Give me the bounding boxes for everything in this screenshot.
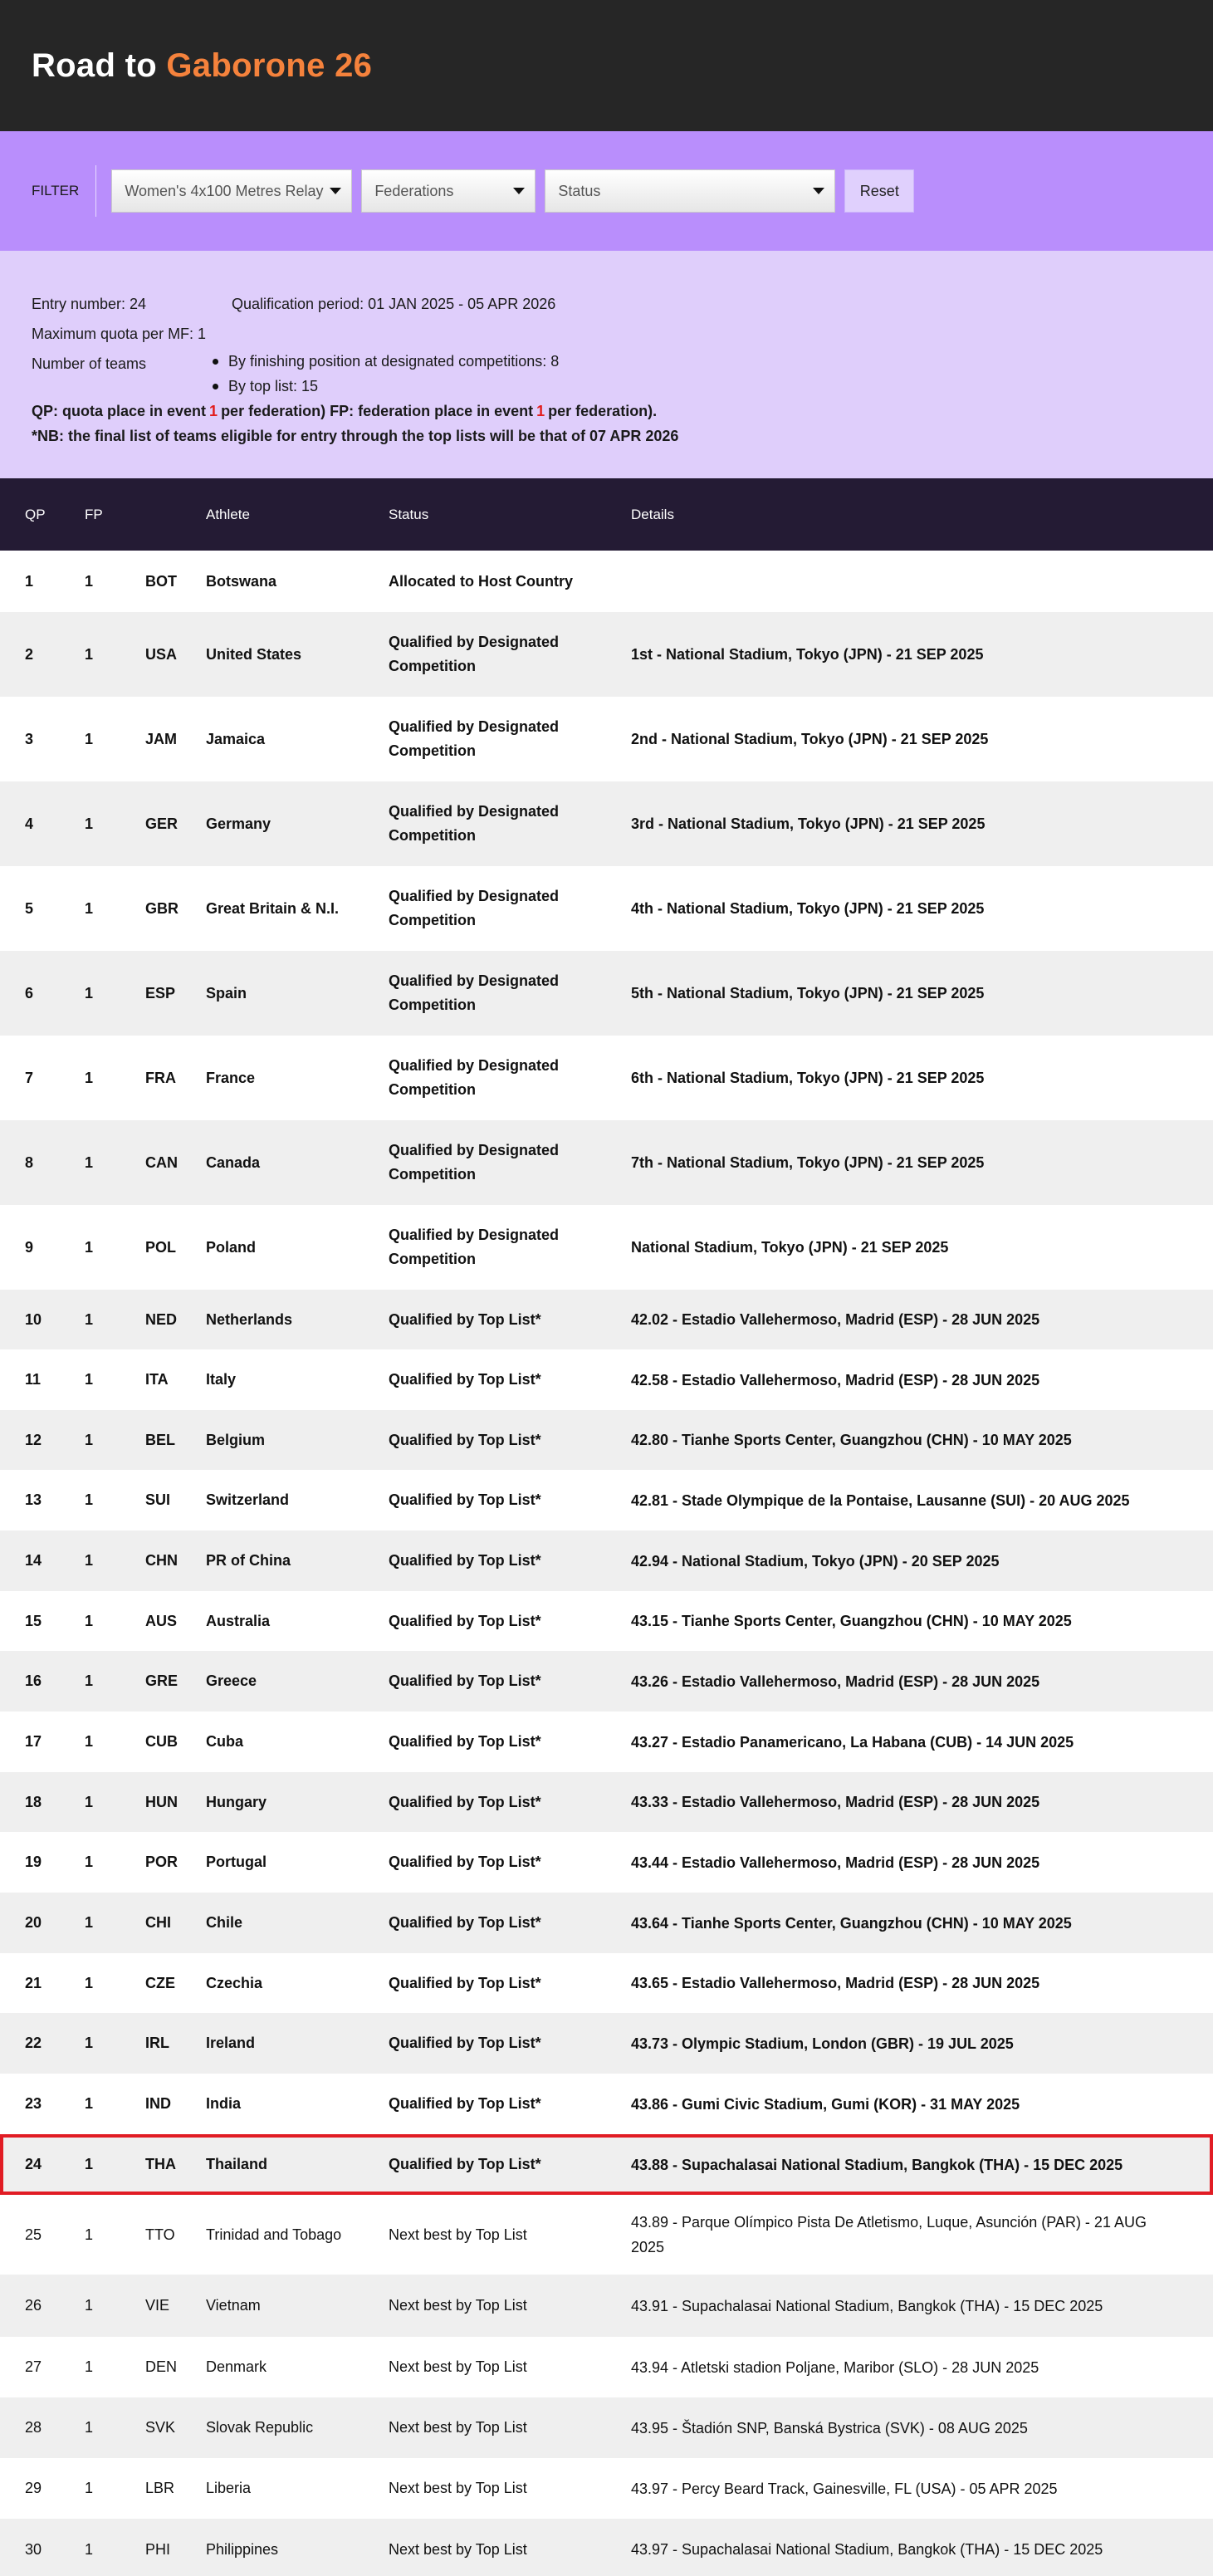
cell-country-code: DEN bbox=[145, 2358, 178, 2375]
cell-qp: 24 bbox=[25, 2156, 42, 2172]
table-row bbox=[0, 2337, 1213, 2397]
cell-status: Next best by Top List bbox=[389, 2297, 527, 2314]
cell-qp: 29 bbox=[25, 2480, 42, 2496]
col-fp: FP bbox=[85, 506, 103, 522]
cell-status: Qualified by Top List* bbox=[389, 1974, 541, 1991]
cell-country-code: AUS bbox=[145, 1612, 178, 1629]
qualification-period: Qualification period: 01 JAN 2025 - 05 APR 2026 bbox=[232, 295, 556, 312]
cell-country-code: SVK bbox=[145, 2419, 176, 2436]
table-row bbox=[0, 1772, 1213, 1832]
cell-status: Qualified by Top List* bbox=[389, 2035, 541, 2051]
cell-athlete: Botswana bbox=[206, 572, 277, 590]
cell-status: Next best by Top List bbox=[389, 2358, 527, 2375]
cell-country-code: TTO bbox=[145, 2226, 175, 2243]
cell-fp: 1 bbox=[85, 1854, 94, 1870]
cell-athlete: Philippines bbox=[206, 2540, 279, 2558]
cell-athlete: Ireland bbox=[206, 2035, 256, 2051]
cell-country-code: VIE bbox=[145, 2297, 170, 2314]
table-row bbox=[0, 2519, 1213, 2576]
cell-athlete: Switzerland bbox=[206, 1491, 290, 1508]
fp-legend-text: per federation) FP: federation place in event bbox=[221, 402, 534, 419]
table-row bbox=[0, 781, 1213, 866]
cell-details: 43.65 - Estadio Vallehermoso, Madrid (ESP) - 28 JUN 2025 bbox=[631, 1975, 1040, 1991]
cell-fp: 1 bbox=[85, 1672, 94, 1689]
table-row bbox=[0, 551, 1213, 612]
cell-country-code: ESP bbox=[145, 984, 176, 1002]
cell-country-code: PHI bbox=[145, 2540, 171, 2558]
cell-fp: 1 bbox=[85, 1914, 94, 1931]
bullet-icon bbox=[213, 384, 218, 389]
cell-fp: 1 bbox=[85, 1733, 94, 1750]
chevron-down-icon bbox=[330, 188, 341, 194]
cell-country-code: ITA bbox=[145, 1371, 169, 1388]
bullet-text: By top list: 15 bbox=[228, 377, 319, 394]
cell-fp: 1 bbox=[85, 730, 94, 747]
cell-fp: 1 bbox=[85, 2226, 94, 2243]
cell-fp: 1 bbox=[85, 2540, 94, 2558]
cell-fp: 1 bbox=[85, 1793, 94, 1810]
cell-fp: 1 bbox=[85, 899, 94, 917]
cell-details: 5th - National Stadium, Tokyo (JPN) - 21 SEP 2025 bbox=[631, 985, 985, 1002]
cell-status: Qualified by Designated Competition bbox=[389, 1057, 560, 1098]
site-header bbox=[0, 0, 1213, 131]
table-row bbox=[0, 951, 1213, 1036]
cell-athlete: Trinidad and Tobago bbox=[206, 2226, 342, 2243]
cell-status: Next best by Top List bbox=[389, 2226, 527, 2243]
cell-country-code: IND bbox=[145, 2095, 171, 2112]
cell-athlete: Denmark bbox=[206, 2358, 267, 2375]
cell-country-code: CHI bbox=[145, 1914, 171, 1931]
cell-qp: 27 bbox=[25, 2358, 42, 2375]
cell-qp: 8 bbox=[25, 1153, 34, 1171]
cell-details: 43.97 - Percy Beard Track, Gainesville, FL (USA) - 05 APR 2025 bbox=[631, 2480, 1058, 2497]
cell-athlete: Vietnam bbox=[206, 2297, 261, 2314]
cell-details: 43.27 - Estadio Panamericano, La Habana (CUB) - 14 JUN 2025 bbox=[631, 1733, 1074, 1751]
cell-country-code: JAM bbox=[145, 730, 178, 747]
cell-details: 43.89 - Parque Olímpico Pista De Atletismo, Luque, Asunción (PAR) - 21 AUG 2025 bbox=[631, 2214, 1147, 2255]
bullet-text: By finishing position at designated competitions: 8 bbox=[228, 352, 560, 370]
cell-athlete: Canada bbox=[206, 1153, 261, 1171]
cell-fp: 1 bbox=[85, 2480, 94, 2496]
cell-qp: 13 bbox=[25, 1491, 42, 1508]
cell-fp: 1 bbox=[85, 2297, 94, 2314]
cell-details: 42.94 - National Stadium, Tokyo (JPN) - 20 SEP 2025 bbox=[631, 1552, 1000, 1570]
cell-details: 6th - National Stadium, Tokyo (JPN) - 21 SEP 2025 bbox=[631, 1070, 985, 1086]
cell-qp: 15 bbox=[25, 1612, 42, 1629]
cell-details: 43.33 - Estadio Vallehermoso, Madrid (ESP) - 28 JUN 2025 bbox=[631, 1794, 1040, 1810]
cell-athlete: France bbox=[206, 1069, 256, 1086]
cell-qp: 11 bbox=[25, 1371, 42, 1388]
cell-athlete: PR of China bbox=[206, 1552, 291, 1569]
fp-number: 1 bbox=[536, 402, 545, 419]
table-row bbox=[0, 1591, 1213, 1651]
cell-details: 43.73 - Olympic Stadium, London (GBR) - 19 JUL 2025 bbox=[631, 2035, 1014, 2052]
cell-fp: 1 bbox=[85, 1371, 94, 1388]
cell-details: 42.80 - Tianhe Sports Center, Guangzhou (CHN) - 10 MAY 2025 bbox=[631, 1432, 1072, 1448]
cell-country-code: SUI bbox=[145, 1491, 171, 1508]
cell-details: 43.86 - Gumi Civic Stadium, Gumi (KOR) - 31 MAY 2025 bbox=[631, 2095, 1020, 2113]
federations-select[interactable] bbox=[361, 169, 536, 213]
cell-qp: 14 bbox=[25, 1552, 42, 1569]
cell-status: Qualified by Top List* bbox=[389, 1793, 541, 1810]
cell-fp: 1 bbox=[85, 1238, 94, 1256]
table-row bbox=[0, 2275, 1213, 2337]
cell-country-code: GBR bbox=[145, 899, 179, 917]
cell-details: 43.26 - Estadio Vallehermoso, Madrid (ESP) - 28 JUN 2025 bbox=[631, 1672, 1040, 1690]
teams-breakdown-list bbox=[213, 349, 559, 399]
event-select[interactable] bbox=[111, 169, 352, 213]
cell-details: 43.97 - Supachalasai National Stadium, Bangkok (THA) - 15 DEC 2025 bbox=[631, 2541, 1103, 2558]
table-row bbox=[0, 612, 1213, 697]
cell-status: Qualified by Designated Competition bbox=[389, 888, 560, 928]
cell-athlete: Poland bbox=[206, 1238, 257, 1256]
list-item bbox=[213, 349, 559, 374]
cell-athlete: Great Britain & N.I. bbox=[206, 899, 340, 917]
results-table-body bbox=[0, 551, 1213, 2576]
chevron-down-icon bbox=[513, 188, 525, 194]
cell-country-code: GER bbox=[145, 815, 179, 832]
cell-status: Next best by Top List bbox=[389, 2540, 527, 2558]
cell-athlete: Jamaica bbox=[206, 730, 266, 747]
cell-details: 4th - National Stadium, Tokyo (JPN) - 21 SEP 2025 bbox=[631, 900, 985, 917]
qp-number: 1 bbox=[209, 402, 218, 419]
cell-status: Qualified by Designated Competition bbox=[389, 718, 560, 759]
cell-qp: 17 bbox=[25, 1733, 42, 1750]
cell-athlete: Italy bbox=[206, 1371, 237, 1388]
fp-legend-end: per federation). bbox=[548, 402, 658, 419]
cell-fp: 1 bbox=[85, 1491, 94, 1508]
cell-athlete: Hungary bbox=[206, 1793, 267, 1810]
table-row bbox=[0, 697, 1213, 781]
cell-qp: 4 bbox=[25, 815, 34, 832]
cell-status: Qualified by Top List* bbox=[389, 1854, 541, 1870]
cell-country-code: POR bbox=[145, 1854, 179, 1870]
cell-details: 43.88 - Supachalasai National Stadium, Bangkok (THA) - 15 DEC 2025 bbox=[631, 2156, 1123, 2173]
cell-status: Qualified by Top List* bbox=[389, 1914, 541, 1931]
cell-athlete: Liberia bbox=[206, 2480, 252, 2496]
cell-qp: 10 bbox=[25, 1310, 42, 1328]
cell-details: 1st - National Stadium, Tokyo (JPN) - 21 SEP 2025 bbox=[631, 646, 984, 663]
cell-qp: 20 bbox=[25, 1914, 42, 1931]
qp-fp-legend bbox=[32, 399, 1181, 424]
cell-athlete: Greece bbox=[206, 1672, 257, 1689]
table-row bbox=[0, 1290, 1213, 1349]
cell-status: Qualified by Top List* bbox=[389, 1371, 541, 1388]
cell-athlete: Chile bbox=[206, 1914, 243, 1931]
filter-label: FILTER bbox=[32, 165, 96, 217]
number-of-teams bbox=[32, 349, 1181, 399]
cell-country-code: FRA bbox=[145, 1069, 176, 1086]
cell-status: Qualified by Top List* bbox=[389, 1431, 541, 1448]
cell-status: Allocated to Host Country bbox=[389, 572, 574, 590]
cell-fp: 1 bbox=[85, 1431, 94, 1448]
table-row bbox=[0, 1470, 1213, 1530]
federations-select-value: Federations bbox=[374, 182, 454, 199]
table-row bbox=[0, 2134, 1213, 2195]
cell-details: 43.15 - Tianhe Sports Center, Guangzhou (CHN) - 10 MAY 2025 bbox=[631, 1613, 1072, 1629]
cell-fp: 1 bbox=[85, 1974, 94, 1991]
col-athlete: Athlete bbox=[206, 506, 250, 522]
cell-status: Qualified by Top List* bbox=[389, 1310, 541, 1328]
cell-qp: 30 bbox=[25, 2540, 42, 2558]
cell-fp: 1 bbox=[85, 984, 94, 1002]
cell-details: 42.81 - Stade Olympique de la Pontaise, Lausanne (SUI) - 20 AUG 2025 bbox=[631, 1491, 1130, 1509]
filter-bar bbox=[0, 131, 1213, 251]
table-row bbox=[0, 1349, 1213, 1410]
cell-qp: 12 bbox=[25, 1431, 42, 1448]
cell-fp: 1 bbox=[85, 645, 94, 663]
cell-fp: 1 bbox=[85, 815, 94, 832]
cell-country-code: CHN bbox=[145, 1552, 178, 1569]
cell-status: Qualified by Top List* bbox=[389, 1491, 541, 1508]
cell-athlete: Slovak Republic bbox=[206, 2419, 314, 2436]
table-row bbox=[0, 2195, 1213, 2275]
cell-status: Qualified by Designated Competition bbox=[389, 1227, 560, 1267]
cell-athlete: Netherlands bbox=[206, 1310, 293, 1328]
cell-fp: 1 bbox=[85, 2419, 94, 2436]
table-row bbox=[0, 1651, 1213, 1712]
cell-qp: 18 bbox=[25, 1793, 42, 1810]
cell-country-code: IRL bbox=[145, 2035, 169, 2051]
cell-qp: 23 bbox=[25, 2095, 42, 2112]
cell-athlete: Cuba bbox=[206, 1733, 243, 1750]
cell-athlete: Germany bbox=[206, 815, 271, 832]
table-row bbox=[0, 1410, 1213, 1470]
cell-status: Qualified by Top List* bbox=[389, 1733, 541, 1750]
teams-label: Number of teams bbox=[32, 355, 147, 372]
cell-athlete: United States bbox=[206, 645, 302, 663]
cell-qp: 28 bbox=[25, 2419, 42, 2436]
cell-status: Next best by Top List bbox=[389, 2419, 527, 2436]
cell-fp: 1 bbox=[85, 1069, 94, 1086]
table-row bbox=[0, 1036, 1213, 1120]
cell-fp: 1 bbox=[85, 1612, 94, 1629]
cell-country-code: THA bbox=[145, 2156, 176, 2172]
cell-fp: 1 bbox=[85, 2035, 94, 2051]
cell-country-code: LBR bbox=[145, 2480, 175, 2496]
cell-status: Qualified by Top List* bbox=[389, 1672, 541, 1689]
cell-status: Qualified by Designated Competition bbox=[389, 803, 560, 844]
cell-country-code: BEL bbox=[145, 1431, 175, 1448]
chevron-down-icon bbox=[813, 188, 824, 194]
table-row bbox=[0, 1953, 1213, 2013]
bullet-icon bbox=[213, 359, 218, 365]
table-row bbox=[0, 866, 1213, 951]
cell-country-code: BOT bbox=[145, 572, 177, 590]
cell-athlete: Czechia bbox=[206, 1974, 263, 1991]
cell-country-code: USA bbox=[145, 645, 178, 663]
cell-fp: 1 bbox=[85, 2095, 94, 2112]
cell-qp: 9 bbox=[25, 1238, 34, 1256]
page-title-main: Road to bbox=[32, 47, 167, 84]
status-select-value: Status bbox=[558, 182, 601, 199]
cell-details: 3rd - National Stadium, Tokyo (JPN) - 21 SEP 2025 bbox=[631, 815, 986, 832]
cell-details: 42.58 - Estadio Vallehermoso, Madrid (ESP) - 28 JUN 2025 bbox=[631, 1371, 1040, 1388]
cell-qp: 7 bbox=[25, 1069, 34, 1086]
cell-qp: 16 bbox=[25, 1672, 42, 1689]
cell-qp: 19 bbox=[25, 1854, 42, 1870]
cell-fp: 1 bbox=[85, 2156, 94, 2172]
cell-qp: 25 bbox=[25, 2226, 42, 2243]
nb-note: *NB: the final list of teams eligible for entry through the top lists will be that of 07 APR 2026 bbox=[32, 427, 679, 444]
col-status: Status bbox=[389, 507, 429, 522]
cell-qp: 22 bbox=[25, 2035, 42, 2051]
cell-details: 43.44 - Estadio Vallehermoso, Madrid (ESP) - 28 JUN 2025 bbox=[631, 1854, 1040, 1871]
cell-country-code: NED bbox=[145, 1310, 178, 1328]
qp-legend-text: QP: quota place in event bbox=[32, 402, 207, 419]
cell-athlete: Thailand bbox=[206, 2156, 268, 2172]
table-header bbox=[0, 478, 1213, 551]
cell-qp: 5 bbox=[25, 899, 34, 917]
cell-details: 2nd - National Stadium, Tokyo (JPN) - 21 SEP 2025 bbox=[631, 731, 989, 747]
table-row bbox=[0, 2458, 1213, 2519]
cell-athlete: Portugal bbox=[206, 1854, 267, 1870]
cell-status: Qualified by Designated Competition bbox=[389, 634, 560, 674]
col-details: Details bbox=[631, 506, 674, 522]
cell-athlete: Australia bbox=[206, 1612, 271, 1629]
cell-details: 43.64 - Tianhe Sports Center, Guangzhou (CHN) - 10 MAY 2025 bbox=[631, 1914, 1072, 1932]
table-row bbox=[0, 2397, 1213, 2458]
cell-athlete: India bbox=[206, 2095, 242, 2112]
table-row bbox=[0, 1712, 1213, 1772]
cell-status: Qualified by Top List* bbox=[389, 1612, 541, 1629]
page-title-accent: Gaborone 26 bbox=[166, 47, 373, 84]
entry-number: Entry number: 24 bbox=[32, 295, 147, 312]
cell-country-code: HUN bbox=[145, 1793, 178, 1810]
cell-country-code: CAN bbox=[145, 1153, 178, 1171]
cell-status: Qualified by Top List* bbox=[389, 2095, 541, 2112]
cell-qp: 6 bbox=[25, 984, 34, 1002]
table-row bbox=[0, 1893, 1213, 1953]
cell-details: 42.02 - Estadio Vallehermoso, Madrid (ESP) - 28 JUN 2025 bbox=[631, 1311, 1040, 1328]
cell-athlete: Belgium bbox=[206, 1431, 266, 1448]
cell-qp: 1 bbox=[25, 572, 34, 590]
table-row bbox=[0, 1120, 1213, 1205]
cell-status: Qualified by Designated Competition bbox=[389, 972, 560, 1013]
cell-athlete: Spain bbox=[206, 984, 247, 1002]
table-row bbox=[0, 1832, 1213, 1893]
page-title bbox=[32, 47, 372, 85]
event-select-value: Women's 4x100 Metres Relay bbox=[125, 182, 324, 199]
cell-details: 43.95 - Štadión SNP, Banská Bystrica (SVK) - 08 AUG 2025 bbox=[631, 2419, 1028, 2436]
cell-qp: 2 bbox=[25, 645, 34, 663]
cell-fp: 1 bbox=[85, 1153, 94, 1171]
cell-status: Qualified by Top List* bbox=[389, 2156, 541, 2172]
cell-qp: 21 bbox=[25, 1974, 42, 1991]
cell-qp: 26 bbox=[25, 2297, 42, 2314]
table-row bbox=[0, 1530, 1213, 1591]
max-quota: Maximum quota per MF: 1 bbox=[32, 325, 207, 342]
cell-qp: 3 bbox=[25, 730, 34, 747]
cell-status: Qualified by Top List* bbox=[389, 1552, 541, 1569]
table-row bbox=[0, 1205, 1213, 1290]
cell-fp: 1 bbox=[85, 1310, 94, 1328]
table-row bbox=[0, 2074, 1213, 2134]
cell-country-code: GRE bbox=[145, 1672, 179, 1689]
event-info-panel bbox=[0, 251, 1213, 478]
reset-button[interactable]: Reset bbox=[844, 169, 914, 213]
cell-fp: 1 bbox=[85, 1552, 94, 1569]
cell-details: 7th - National Stadium, Tokyo (JPN) - 21 SEP 2025 bbox=[631, 1154, 985, 1171]
cell-status: Next best by Top List bbox=[389, 2480, 527, 2496]
cell-country-code: CZE bbox=[145, 1974, 175, 1991]
list-item bbox=[213, 374, 559, 399]
cell-details: 43.94 - Atletski stadion Poljane, Maribor (SLO) - 28 JUN 2025 bbox=[631, 2358, 1039, 2376]
cell-fp: 1 bbox=[85, 2358, 94, 2375]
cell-details: 43.91 - Supachalasai National Stadium, Bangkok (THA) - 15 DEC 2025 bbox=[631, 2297, 1103, 2314]
status-select[interactable] bbox=[545, 169, 835, 213]
cell-status: Qualified by Designated Competition bbox=[389, 1142, 560, 1183]
cell-details: National Stadium, Tokyo (JPN) - 21 SEP 2025 bbox=[631, 1239, 949, 1256]
cell-fp: 1 bbox=[85, 572, 94, 590]
cell-country-code: POL bbox=[145, 1238, 177, 1256]
table-row bbox=[0, 2013, 1213, 2074]
cell-country-code: CUB bbox=[145, 1733, 178, 1750]
col-qp: QP bbox=[25, 506, 46, 522]
